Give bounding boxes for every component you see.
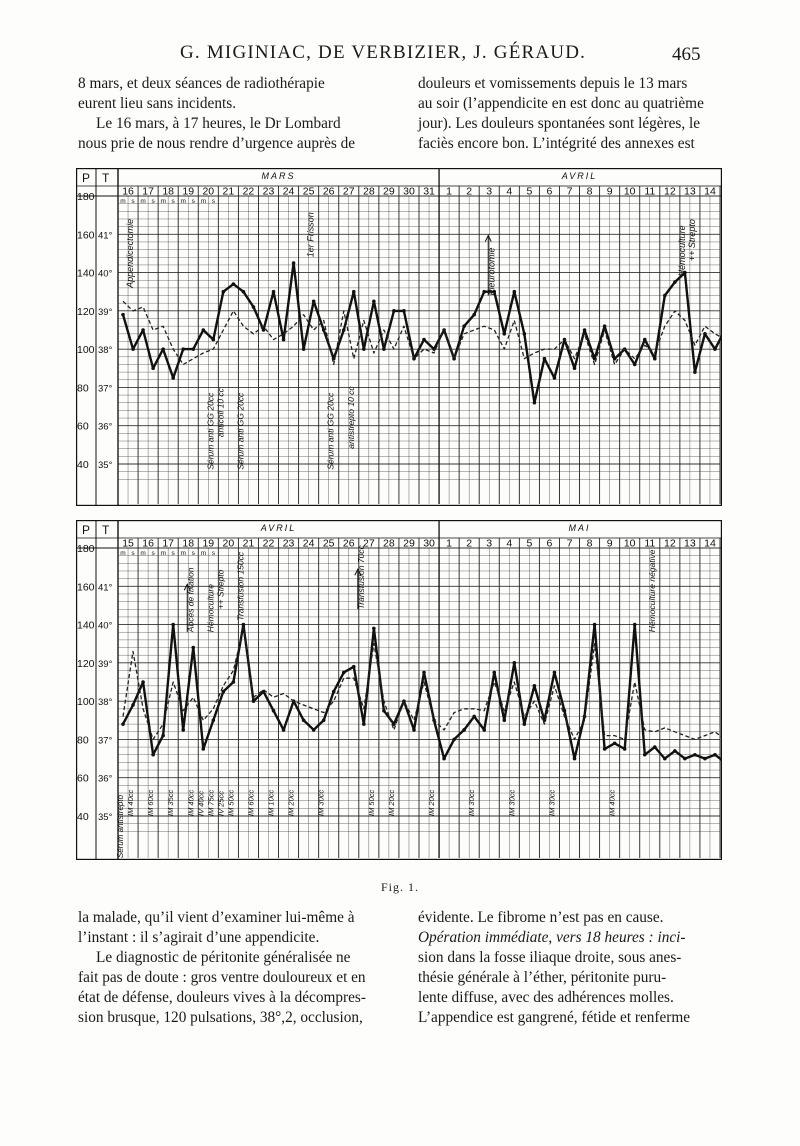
pulse-point [372,627,376,631]
pulse-point [161,734,165,738]
pulse-point [232,282,236,286]
pulse-point [352,290,356,294]
day-tick-label: 9 [606,185,613,198]
annotation-label: Sérum anti GG 20cc [325,392,336,470]
day-tick-label: 30 [403,185,415,198]
month-label: AVRIL [561,171,598,181]
pulse-point [593,623,597,627]
pulse-point [472,313,476,317]
t-tick-label: 37° [98,735,113,747]
annotation-label: Hémoculture [205,584,216,633]
chart-mars-avril [76,168,722,506]
pulse-point [683,757,687,761]
pulse-point [523,332,527,336]
month-label: MAI [568,523,591,533]
pulse-point [412,728,416,732]
pulse-point [282,338,286,342]
pulse-point [302,718,306,722]
pulse-point [121,722,125,726]
p-tick-label: 140 [77,619,95,632]
pulse-point [312,728,316,732]
day-tick-label: 14 [704,537,716,550]
pulse-point [242,290,246,294]
day-tick-label: 16 [122,185,134,198]
annotation-label: IM 40cc [607,789,617,816]
text-line: Le diagnostic de péritonite généralisée ne [96,949,351,966]
pulse-point [141,680,145,684]
ms-label: s [211,550,215,557]
pulse-point [222,290,226,294]
p-axis-title: P [82,171,91,185]
text-line: douleurs et vomissements depuis le 13 mars [418,75,688,92]
p-axis-title: P [82,523,91,537]
month-label: MARS [261,171,296,181]
annotation-label: Sérum anti GG 20cc [205,392,216,470]
pulse-point [442,757,446,761]
day-tick-label: 21 [242,537,255,550]
pulse-point [362,347,366,351]
day-tick-label: 3 [486,537,493,550]
text-line: sion dans la fosse iliaque droite, sous anes- [418,949,682,966]
p-tick-label: 60 [77,772,89,785]
p-tick-label: 100 [77,344,95,357]
pulse-point [342,328,346,332]
text-line: sion brusque, 120 pulsations, 38°,2, occlusion, [78,1009,363,1026]
day-tick-label: 27 [342,185,355,198]
pulse-point [161,347,165,351]
pulse-point [382,709,386,713]
pulse-point [422,338,426,342]
day-tick-label: 29 [403,537,415,550]
day-tick-label: 13 [684,185,696,198]
p-tick-label: 180 [77,191,95,203]
pulse-point [472,715,476,719]
pulse-point [523,722,527,726]
ms-label: m [180,198,186,205]
ms-label: m [180,550,186,557]
annotation-label: IM 40cc [186,789,196,816]
pulse-point [272,709,276,713]
day-tick-label: 25 [322,537,335,550]
annotation-label: ++ Strepto [686,219,697,262]
text-line: fait pas de doute : gros ventre douloureux et en [78,969,366,986]
day-tick-label: 6 [546,185,553,198]
day-tick-label: 20 [202,185,215,198]
pulse-point [402,309,406,313]
t-tick-label: 40° [98,620,113,632]
day-tick-label: 19 [202,537,215,550]
pulse-point [151,753,155,757]
pulse-point [663,294,667,298]
p-tick-label: 100 [77,696,95,709]
day-tick-label: 28 [383,537,395,550]
text-line: L’appendice est gangrené, fétide et renferme [418,1009,691,1026]
annotation-label: Hémoculture [676,225,687,277]
ms-label: s [191,550,195,557]
pulse-point [222,690,226,694]
pulse-point [362,722,366,726]
day-tick-label: 4 [506,537,513,550]
day-tick-label: 5 [526,185,533,198]
pulse-point [252,305,256,309]
day-tick-label: 27 [362,537,375,550]
pulse-point [232,680,236,684]
day-tick-label: 5 [526,537,533,550]
day-tick-label: 1 [446,185,453,198]
pulse-point [502,718,506,722]
pulse-point [653,745,657,749]
annotation-label: Sérum anti GG 20cc [235,392,246,470]
t-tick-label: 41° [98,230,113,242]
day-tick-label: 23 [282,537,295,550]
pulse-point [312,299,316,303]
day-tick-label: 16 [142,537,154,550]
pulse-point [131,347,135,351]
pulse-point [212,718,216,722]
pulse-point [372,299,376,303]
annotation-label: Appendicectomie [125,218,135,288]
day-tick-label: 1 [446,537,453,550]
text-line: 8 mars, et deux séances de radiothérapie [78,75,325,92]
ms-label: s [211,198,215,205]
pulse-point [452,738,456,742]
pulse-point [242,623,246,627]
day-tick-label: 15 [122,537,134,550]
ms-label: m [120,198,126,205]
pulse-point [462,728,466,732]
pulse-point [543,357,547,361]
chart-avril-mai [76,520,722,860]
day-tick-label: 11 [644,185,656,198]
day-tick-label: 7 [566,537,573,550]
pulse-point [292,261,296,265]
annotation-label: IV 40cc [196,790,206,816]
pulse-point [201,328,205,332]
t-tick-label: 36° [98,421,113,433]
pulse-point [171,623,175,627]
day-tick-label: 30 [423,537,435,550]
text-line: lente diffuse, avec des adhérences molles. [418,989,674,1006]
day-tick-label: 10 [623,537,636,550]
day-tick-label: 7 [566,185,573,198]
pulse-point [171,376,175,380]
ms-label: m [160,198,166,205]
top-left-column [78,74,390,154]
pulse-point [673,749,677,753]
p-tick-label: 60 [77,420,89,433]
day-tick-label: 26 [342,537,355,550]
pulse-point [502,332,506,336]
day-tick-label: 12 [663,185,676,198]
p-tick-label: 80 [77,734,89,747]
t-tick-label: 38° [98,345,113,357]
day-tick-label: 18 [162,185,175,198]
text-line: au soir (l’appendicite en est donc au quatrième [418,95,704,112]
temperature-chart-1 [76,168,722,506]
annotation-label: IM 20cc [286,789,296,816]
t-tick-label: 36° [98,773,113,785]
p-tick-label: 140 [77,267,95,280]
pulse-point [422,671,426,675]
pulse-point [573,757,577,761]
annotation-label: IM 30cc [316,789,326,816]
annotation-label: IM 20cc [386,789,396,816]
day-tick-label: 21 [222,185,235,198]
pulse-point [151,366,155,370]
pulse-point [191,646,195,650]
pulse-point [482,728,486,732]
annotation-label: IM 60cc [146,789,156,816]
ms-label: s [171,550,175,557]
text-line: l’instant : il s’agirait d’une appendicite. [78,929,320,946]
ms-label: s [151,198,155,205]
temperature-chart-2 [76,520,722,860]
day-tick-label: 8 [586,537,593,550]
annotation-label: Hémoculture négative [646,549,657,633]
annotation-label: IM 35cc [166,789,176,816]
day-tick-label: 10 [623,185,636,198]
day-tick-label: 12 [663,537,676,550]
text-line: jour). Les douleurs spontanées sont légères, le [418,115,701,132]
day-tick-label: 19 [182,185,195,198]
pulse-point [553,671,557,675]
pulse-point [643,338,647,342]
pulse-point [603,747,607,751]
day-tick-label: 8 [586,185,593,198]
pulse-point [322,718,326,722]
t-tick-label: 37° [98,383,113,395]
day-tick-label: 24 [302,537,315,550]
ms-label: m [140,550,146,557]
t-axis-title: T [102,523,110,537]
day-tick-label: 22 [242,185,255,198]
text-line: la malade, qu’il vient d’examiner lui-même à [78,909,355,926]
day-tick-label: 11 [644,537,656,550]
p-tick-label: 120 [77,305,95,318]
pulse-point [643,753,647,757]
pulse-point [663,757,667,761]
pulse-point [131,703,135,707]
pulse-point [302,347,306,351]
t-tick-label: 38° [98,697,113,709]
pulse-point [332,690,336,694]
pulse-point [703,332,707,336]
pulse-point [212,338,216,342]
day-tick-label: 26 [322,185,335,198]
annotation-label: ++ Strepto [215,569,226,610]
day-tick-label: 17 [142,185,154,198]
text-line: thésie générale à l’éther, péritonite puru- [418,969,667,986]
ms-label: m [200,198,206,205]
day-tick-label: 17 [162,537,175,550]
text-line: état de défense, douleurs vives à la décompres- [78,989,366,1006]
pulse-point [703,757,707,761]
day-tick-label: 3 [486,185,493,198]
annotation-label: antistrepto 10 cc [345,386,356,449]
pulse-point [272,290,276,294]
bottom-left-column [78,908,390,1028]
ms-label: s [131,550,135,557]
t-tick-label: 39° [98,306,113,318]
page-number: 465 [672,44,701,65]
ms-label: s [171,198,175,205]
pulse-series-line [123,263,722,403]
annotation-label: Sérum antistrepto [116,794,125,859]
text-line: eurent lieu sans incidents. [78,95,237,112]
annotation-label: Pleurotomie [486,247,497,296]
pulse-point [603,324,607,328]
text-line: nous prie de nous rendre d’urgence auprès de [78,135,356,152]
annotation-label: IV 25cc [216,790,226,816]
day-tick-label: 29 [383,185,395,198]
annotation-label: IM 20cc [427,789,436,816]
pulse-point [282,728,286,732]
annotation-label: Transfusion 70cc [355,545,366,610]
annotation-label: IM 30cc [507,789,517,816]
pulse-point [553,376,557,380]
pulse-point [633,363,637,367]
day-tick-label: 4 [506,185,513,198]
day-tick-label: 28 [362,185,375,198]
annotation-label: IM 30cc [467,789,477,816]
annotation-label: 1er Frisson [305,212,316,258]
pulse-point [352,665,356,669]
day-tick-label: 18 [182,537,195,550]
pulse-point [693,753,697,757]
pulse-point [201,747,205,751]
ms-label: m [120,550,126,557]
pulse-point [462,324,466,328]
pulse-point [583,328,587,332]
pulse-point [382,347,386,351]
text-line: Le 16 mars, à 17 heures, le Dr Lombard [96,115,341,132]
annotation-label: anticoli 10 cc [215,388,226,438]
pulse-point [713,753,717,757]
t-tick-label: 40° [98,268,113,280]
annotation-label: IM 10cc [266,789,276,816]
pulse-point [613,357,617,361]
p-tick-label: 120 [77,657,95,670]
day-tick-label: 25 [302,185,315,198]
pulse-point [513,661,517,665]
day-tick-label: 20 [222,537,235,550]
day-tick-label: 13 [684,537,696,550]
day-tick-label: 14 [704,185,716,198]
ms-label: m [140,198,146,205]
day-tick-label: 2 [466,185,473,198]
pulse-point [673,280,677,284]
pulse-point [432,347,436,351]
pulse-point [693,370,697,374]
pulse-point [492,671,496,675]
text-line: faciès encore bon. L’intégrité des annexes est [418,135,695,152]
day-tick-label: 22 [262,537,275,550]
annotation-label: IM 60cc [246,789,256,816]
t-tick-label: 39° [98,658,113,670]
ms-label: s [191,198,195,205]
pulse-point [342,671,346,675]
pulse-point [252,699,256,703]
pulse-point [392,309,396,313]
day-tick-label: 24 [282,185,295,198]
pulse-point [533,401,537,405]
pulse-point [191,347,195,351]
running-head: G. MIGINIAC, DE VERBIZIER, J. GÉRAUD. [180,42,587,63]
pulse-point [513,290,517,294]
annotation-label: IM 50cc [226,789,236,816]
t-tick-label: 35° [98,460,113,471]
p-tick-label: 160 [77,229,95,242]
pulse-point [633,623,637,627]
annotation-label: Abcès de fixation [185,567,196,633]
annotation-label: IM 40cc [126,789,135,816]
ms-label: s [151,550,155,557]
t-tick-label: 41° [98,582,113,594]
month-label: AVRIL [260,523,297,533]
pulse-point [533,684,537,688]
day-tick-label: 31 [423,185,435,198]
pulse-point [713,347,717,351]
pulse-point [121,313,125,317]
pulse-point [623,747,627,751]
pulse-point [181,728,185,732]
p-tick-label: 40 [77,459,89,471]
day-tick-label: 23 [262,185,275,198]
pulse-point [181,347,185,351]
pulse-point [262,328,266,332]
ms-label: m [160,550,166,557]
p-tick-label: 80 [77,382,89,395]
pulse-point [573,366,577,370]
pulse-point [653,357,657,361]
day-tick-label: 6 [546,537,553,550]
bottom-right-column [418,908,726,1028]
p-tick-label: 180 [77,543,95,555]
annotation-label: Transfusion 150cc [235,551,246,621]
annotation-label: IM 30cc [547,789,557,816]
pulse-point [613,741,617,745]
p-tick-label: 40 [77,811,89,823]
text-line: évidente. Le fibrome n’est pas en cause. [418,909,664,926]
top-right-column [418,74,726,154]
text-line: Opération immédiate, vers 18 heures : inci- [418,929,686,946]
annotation-label: IM 75cc [206,789,216,816]
t-tick-label: 35° [98,812,113,823]
figure-caption: Fig. 1. [380,880,419,894]
p-tick-label: 160 [77,581,95,594]
ms-label: s [131,198,135,205]
day-tick-label: 9 [606,537,613,550]
t-axis-title: T [102,171,110,185]
day-tick-label: 2 [466,537,473,550]
annotation-label: IM 50cc [366,789,376,816]
pulse-point [141,328,145,332]
ms-label: m [200,550,206,557]
